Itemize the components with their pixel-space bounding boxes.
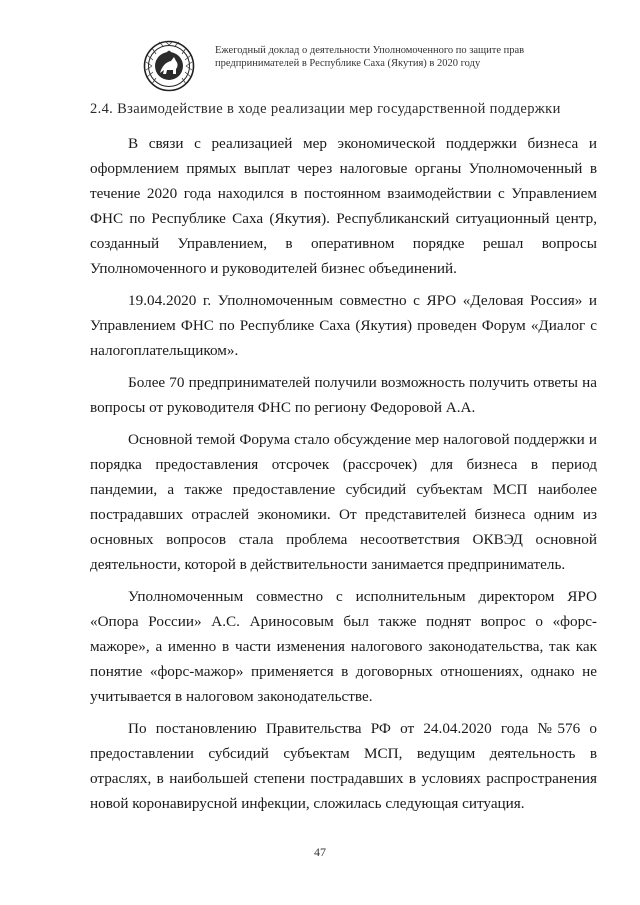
body-text: [90, 131, 597, 823]
paragraph: 19.04.2020 г. Уполномоченным совместно с ЯРО «Деловая Россия» и Управлением ФНС по Республике Саха (Якутия) проведен Форум «Диалог с налогоплательщиком».: [90, 292, 597, 359]
header-line-1: Ежегодный доклад о деятельности Уполномоченного по защите прав: [215, 45, 525, 56]
paragraph: В связи с реализацией мер экономической поддержки бизнеса и оформлением прямых выплат через налоговые органы Уполномоченный в течение 2020 года находился в постоянном взаимодействии с Управлением ФНС по Республике Саха (Якутия). Республиканский ситуационный центр, созданный Управлением, в оперативном порядке решал вопросы Уполномоченного и руководителей бизнес объединений.: [90, 135, 597, 277]
section-heading: 2.4. Взаимодействие в ходе реализации мер государственной поддержки: [90, 101, 561, 117]
header-line-2: предпринимателей в Республике Саха (Якутия) в 2020 году: [215, 58, 481, 69]
paragraph: Основной темой Форума стало обсуждение мер налоговой поддержки и порядка предоставления отсрочек (рассрочек) для бизнеса в период пандемии, а также предоставление субсидий субъектам МСП наиболее пострадавших отраслей экономики. От представителей бизнеса одним из основных вопросов стала проблема несоответствия ОКВЭД основной деятельности, которой в действительности занимается предприниматель.: [90, 431, 597, 573]
paragraph: Уполномоченным совместно с исполнительным директором ЯРО «Опора России» А.С. Ариносовым был также поднят вопрос о «форс-мажоре», а именно в части изменения налогового законодательства, так как понятие «форс-мажор» применяется в договорных отношениях, однако не учитывается в налоговом законодательстве.: [90, 588, 597, 705]
page-number: 47: [314, 845, 326, 859]
paragraph: Более 70 предпринимателей получили возможность получить ответы на вопросы от руководителя ФНС по региону Федоровой А.А.: [90, 374, 597, 416]
paragraph: По постановлению Правительства РФ от 24.04.2020 года №576 о предоставлении субсидий субъектам МСП, ведущим деятельность в отраслях, в наибольшей степени пострадавших в условиях распространения новой коронавирусной инфекции, сложилась следующая ситуация.: [90, 720, 597, 812]
coat-of-arms-icon: [143, 40, 195, 92]
document-header: [215, 44, 545, 70]
